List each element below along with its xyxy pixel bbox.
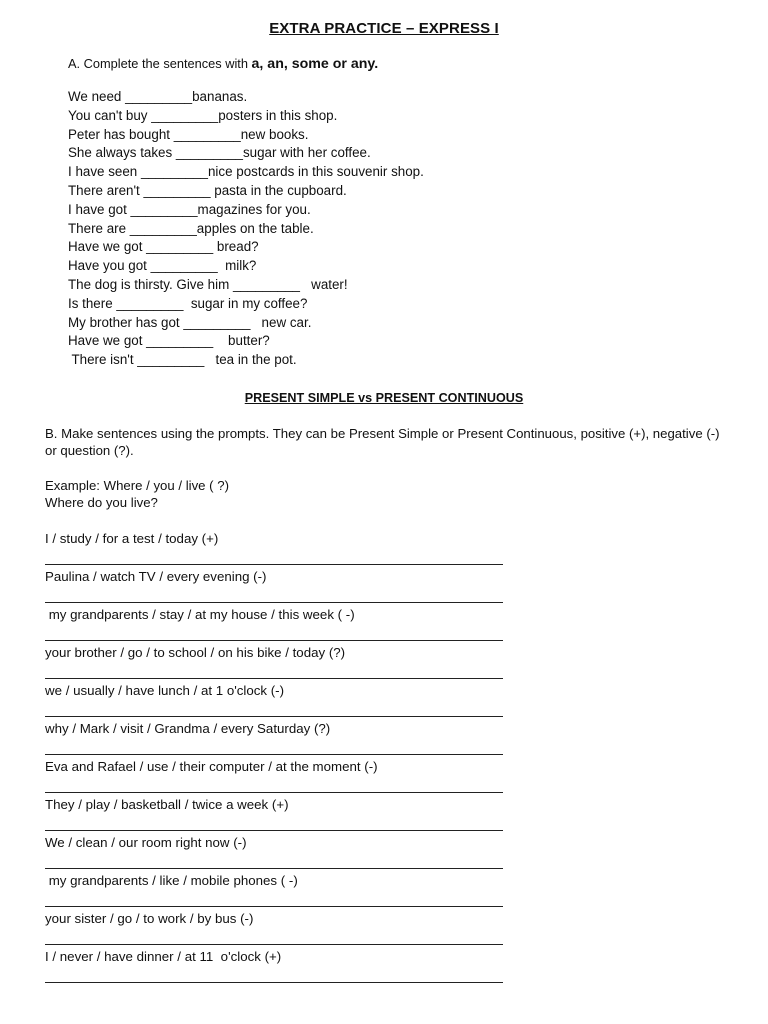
fill-in-sentence: There aren't _________ pasta in the cupboard. <box>68 182 347 198</box>
fill-in-sentence: My brother has got _________ new car. <box>68 314 312 330</box>
section-b-instruction: B. Make sentences using the prompts. They can be Present Simple or Present Continuous, positive (+), negative (-) or question (?). <box>45 426 720 458</box>
prompt-text: I / study / for a test / today (+) <box>45 531 219 546</box>
prompt-item <box>45 909 505 947</box>
fill-in-sentence: I have got _________magazines for you. <box>68 201 311 217</box>
prompt-text: Eva and Rafael / use / their computer / at the moment (-) <box>45 759 378 774</box>
fill-in-sentence: Have we got _________ bread? <box>68 239 259 255</box>
answer-line[interactable] <box>45 678 503 679</box>
prompt-text: Paulina / watch TV / every evening (-) <box>45 569 267 584</box>
prompt-item <box>45 681 505 719</box>
section-a-instruction-text: A. Complete the sentences with <box>68 56 252 71</box>
answer-line[interactable] <box>45 868 503 869</box>
answer-line[interactable] <box>45 754 503 755</box>
fill-in-sentence: Is there _________ sugar in my coffee? <box>68 295 308 311</box>
answer-line[interactable] <box>45 602 503 603</box>
prompt-text: your sister / go / to work / by bus (-) <box>45 911 254 926</box>
prompt-item <box>45 833 505 871</box>
worksheet-title: EXTRA PRACTICE – EXPRESS I <box>269 20 499 37</box>
fill-in-sentence: Have we got _________ butter? <box>68 333 270 349</box>
prompt-text: we / usually / have lunch / at 1 o'clock (-) <box>45 683 285 698</box>
prompt-item <box>45 529 505 567</box>
answer-line[interactable] <box>45 716 503 717</box>
fill-in-sentence: The dog is thirsty. Give him _________ water! <box>68 276 348 292</box>
fill-in-sentence: There isn't _________ tea in the pot. <box>68 352 297 368</box>
fill-in-sentence: She always takes _________sugar with her coffee. <box>68 145 371 161</box>
answer-line[interactable] <box>45 906 503 907</box>
answer-line[interactable] <box>45 982 503 983</box>
example-prompt: Example: Where / you / live ( ?) <box>45 478 229 493</box>
section-a-instruction <box>68 56 378 72</box>
fill-in-sentence: Have you got _________ milk? <box>68 258 257 274</box>
prompt-text: why / Mark / visit / Grandma / every Saturday (?) <box>45 721 331 736</box>
prompt-item <box>45 719 505 757</box>
prompt-text: my grandparents / stay / at my house / this week ( -) <box>45 607 355 622</box>
answer-line[interactable] <box>45 792 503 793</box>
answer-line[interactable] <box>45 564 503 565</box>
prompt-item <box>45 947 505 985</box>
answer-line[interactable] <box>45 640 503 641</box>
fill-in-sentence: There are _________apples on the table. <box>68 220 314 236</box>
prompt-item <box>45 643 505 681</box>
answer-line[interactable] <box>45 944 503 945</box>
prompt-item <box>45 795 505 833</box>
prompt-item <box>45 567 505 605</box>
prompt-item <box>45 757 505 795</box>
example-answer: Where do you live? <box>45 495 158 510</box>
section-a-instruction-options: a, an, some or any. <box>251 56 379 72</box>
prompt-item <box>45 605 505 643</box>
prompt-text: I / never / have dinner / at 11 o'clock (+) <box>45 949 282 964</box>
answer-line[interactable] <box>45 830 503 831</box>
section-b-heading: PRESENT SIMPLE vs PRESENT CONTINUOUS <box>244 391 524 405</box>
section-b-prompt-list <box>45 529 505 985</box>
prompt-text: They / play / basketball / twice a week (+) <box>45 797 289 812</box>
prompt-text: We / clean / our room right now (-) <box>45 835 247 850</box>
prompt-item <box>45 871 505 909</box>
prompt-text: my grandparents / like / mobile phones ( -) <box>45 873 298 888</box>
example-block <box>45 477 229 511</box>
prompt-text: your brother / go / to school / on his bike / today (?) <box>45 645 346 660</box>
section-a-sentence-list <box>68 88 424 370</box>
fill-in-sentence: You can't buy _________posters in this shop. <box>68 107 338 123</box>
fill-in-sentence: I have seen _________nice postcards in this souvenir shop. <box>68 164 424 180</box>
fill-in-sentence: Peter has bought _________new books. <box>68 126 309 142</box>
fill-in-sentence: We need _________bananas. <box>68 89 248 104</box>
